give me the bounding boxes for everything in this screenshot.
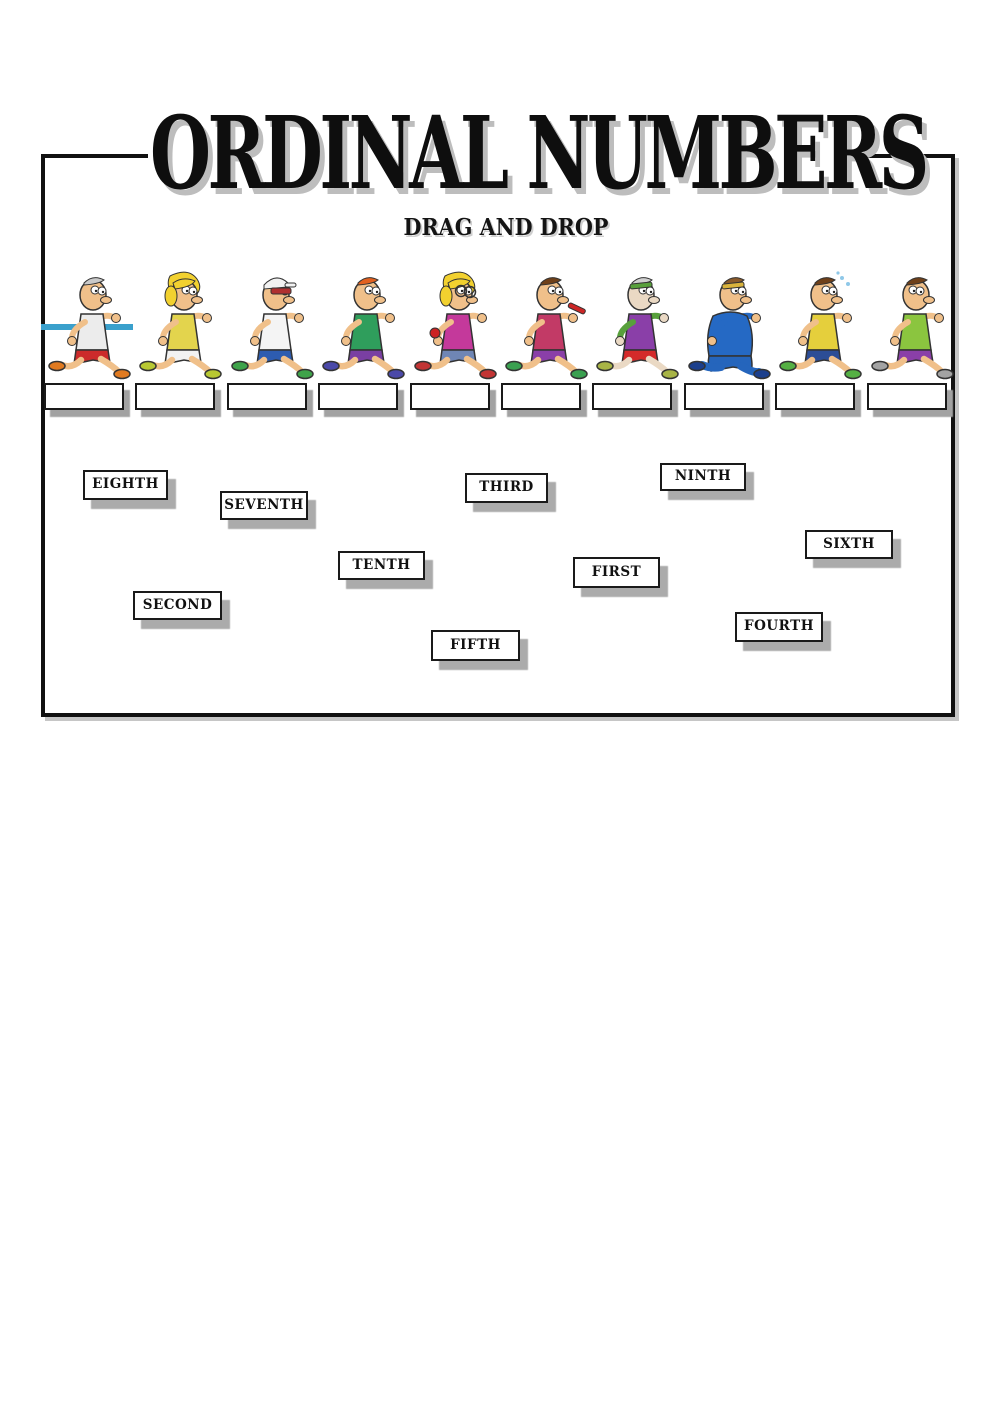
answer-slot-7[interactable] (592, 383, 672, 410)
answer-slot-4[interactable] (318, 383, 398, 410)
runner-2-blonde-woman-runner (132, 270, 224, 380)
word-tile-fourth[interactable]: FOURTH (735, 612, 823, 642)
page-title: ORDINAL NUMBERS (150, 94, 926, 212)
runner-1-man-breaking-finish-tape (41, 270, 133, 380)
runner-8-heavy-man-blue-tracksuit (681, 270, 773, 380)
answer-slot-3[interactable] (227, 383, 307, 410)
word-tile-seventh[interactable]: SEVENTH (220, 491, 308, 520)
word-tile-second[interactable]: SECOND (133, 591, 222, 620)
runner-6-man-with-relay-baton (498, 270, 590, 380)
word-tile-sixth[interactable]: SIXTH (805, 530, 893, 559)
word-tile-fifth[interactable]: FIFTH (431, 630, 520, 661)
word-tile-ninth[interactable]: NINTH (660, 463, 746, 491)
answer-slot-8[interactable] (684, 383, 764, 410)
word-tile-third[interactable]: THIRD (465, 473, 548, 503)
page-subtitle: DRAG AND DROP (403, 214, 609, 241)
answer-slot-5[interactable] (410, 383, 490, 410)
word-tile-eighth[interactable]: EIGHTH (83, 470, 168, 500)
answer-slot-9[interactable] (775, 383, 855, 410)
answer-slot-6[interactable] (501, 383, 581, 410)
runner-3-man-with-cap-and-sunglasses (224, 270, 316, 380)
runner-9-sweating-man-yellow-vest (772, 270, 864, 380)
answer-slot-10[interactable] (867, 383, 947, 410)
word-tile-first[interactable]: FIRST (573, 557, 660, 588)
answer-slot-2[interactable] (135, 383, 215, 410)
word-tile-tenth[interactable]: TENTH (338, 551, 425, 580)
runner-5-blonde-woman-with-glasses-and-apple (407, 270, 499, 380)
runner-7-older-man-green-sleeves (589, 270, 681, 380)
runner-10-man-looking-back (864, 270, 956, 380)
answer-slot-1[interactable] (44, 383, 124, 410)
runner-4-grinning-man-orange-hair (315, 270, 407, 380)
